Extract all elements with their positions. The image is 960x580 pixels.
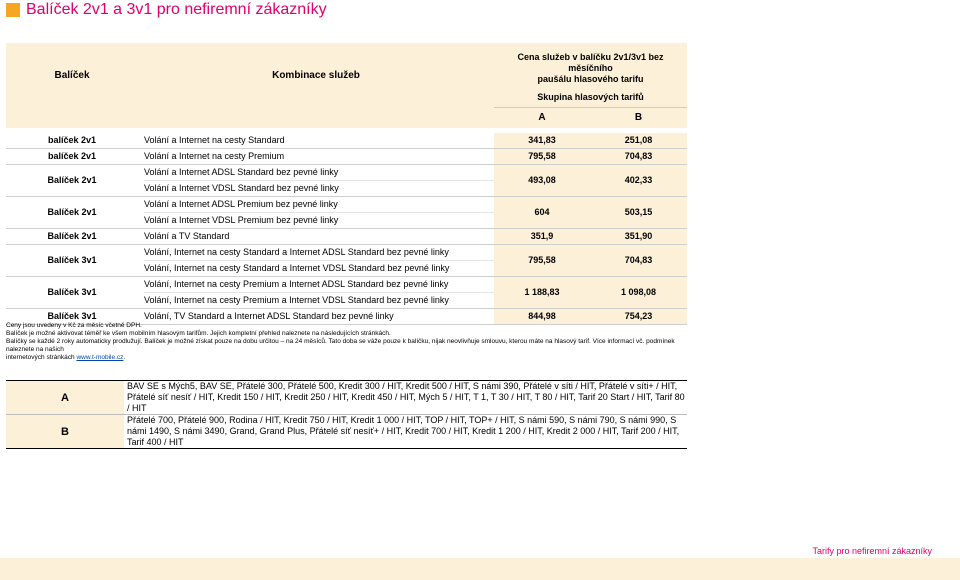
- combination-line: Volání, Internet na cesty Premium a Internet VDSL Standard bez pevné linky: [144, 292, 494, 308]
- page-title-bar: [6, 0, 327, 20]
- package-cell: balíček 2v1: [6, 148, 138, 164]
- group-row-a: [6, 381, 687, 415]
- note-line: Balíčky se každé 2 roky automaticky prodlužují. Balíček je možné získat pouze na dobu určitou – na 24 měsíců. Tato doba se váže pouze k balíčku, nijak neovlivňuje smlouvu, kterou máte na hlasový tarif. Více informací vč. podmínek naleznete na našich: [6, 338, 675, 353]
- combination-line: Volání, Internet na cesty Standard a Internet VDSL Standard bez pevné linky: [144, 260, 494, 276]
- price-b-cell: 704,83: [590, 244, 687, 276]
- combination-cell: [138, 228, 494, 244]
- title-square-icon: [6, 3, 20, 17]
- price-a-cell: 795,58: [494, 244, 590, 276]
- footer-bar: [0, 558, 960, 580]
- package-cell: Balíček 2v1: [6, 196, 138, 228]
- table-row: [6, 133, 687, 149]
- table-row: [6, 228, 687, 244]
- combination-line: Volání, Internet na cesty Premium a Internet ADSL Standard bez pevné linky: [144, 278, 449, 289]
- combination-cell: [138, 164, 494, 196]
- table-row: [6, 164, 687, 196]
- group-a-label: A: [6, 381, 124, 415]
- price-a-cell: 341,83: [494, 133, 590, 149]
- package-cell: Balíček 3v1: [6, 276, 138, 308]
- header-price: [494, 43, 687, 87]
- package-cell: Balíček 2v1: [6, 228, 138, 244]
- combination-line: Volání, TV Standard a Internet ADSL Standard bez pevné linky: [144, 310, 394, 321]
- header-group: Skupina hlasových tarifů: [494, 87, 687, 108]
- combination-cell: [138, 196, 494, 228]
- header-col-a: A: [538, 112, 546, 124]
- note-line: internetových stránkách www.t-mobile.cz.: [6, 354, 126, 361]
- header-row-3: [6, 108, 687, 128]
- combination-line: Volání a Internet ADSL Standard bez pevné linky: [144, 166, 339, 177]
- combination-cell: [138, 244, 494, 276]
- footer-caption: Tarify pro nefiremní zákazníky: [812, 546, 932, 556]
- combination-cell: [138, 133, 494, 149]
- website-link[interactable]: www.t-mobile.cz: [76, 354, 124, 361]
- notes: [6, 322, 696, 362]
- group-row-b: [6, 415, 687, 449]
- price-b-cell: 402,33: [590, 164, 687, 196]
- table-row: [6, 196, 687, 228]
- price-a-cell: 844,98: [494, 308, 590, 324]
- header-price-line1: Cena služeb v balíčku 2v1/3v1 bez měsíčního: [517, 51, 664, 73]
- price-b-cell: 251,08: [590, 133, 687, 149]
- price-table: [6, 43, 687, 325]
- combination-line: Volání a Internet ADSL Premium bez pevné linky: [144, 198, 338, 209]
- price-a-cell: 493,08: [494, 164, 590, 196]
- package-cell: Balíček 3v1: [6, 308, 138, 324]
- package-cell: Balíček 2v1: [6, 164, 138, 196]
- header-package: Balíček: [54, 69, 90, 81]
- table-row: [6, 148, 687, 164]
- table-row: [6, 244, 687, 276]
- price-b-cell: 754,23: [590, 308, 687, 324]
- page-title: Balíček 2v1 a 3v1 pro nefiremní zákazníky: [26, 1, 327, 18]
- price-a-cell: 604: [494, 196, 590, 228]
- table-body: [6, 128, 687, 325]
- table-row: [6, 276, 687, 308]
- note-line: Balíček je možné aktivovat téměř ke všem mobilním hlasovým tarifům. Jejich kompletní přehled naleznete na následujících stránkách.: [6, 330, 391, 337]
- header-price-line2: paušálu hlasového tarifu: [537, 73, 644, 84]
- price-a-cell: 1 188,83: [494, 276, 590, 308]
- combination-cell: [138, 148, 494, 164]
- combination-line: Volání a Internet na cesty Premium: [144, 150, 285, 161]
- package-cell: balíček 2v1: [6, 133, 138, 149]
- header-combination: Kombinace služeb: [272, 69, 360, 81]
- price-a-cell: 795,58: [494, 148, 590, 164]
- group-b-text: Přátelé 700, Přátelé 900, Rodina / HIT, Kredit 750 / HIT, Kredit 1 000 / HIT, TOP / HIT, TOP+ / HIT, S námi 590, S námi 790, S námi 990, S námi 1490, S námi 3490, Grand, Grand Plus, Přátelé síť nesíť+ / HIT, Kredit 700 / HIT, Kredit 1 200 / HIT, Kredit 2 000 / HIT, Tarif 200 / HIT, Tarif 400 / HIT: [124, 415, 687, 449]
- tariff-groups-table: [6, 380, 687, 449]
- combination-cell: [138, 276, 494, 308]
- price-a-cell: 351,9: [494, 228, 590, 244]
- group-b-label: B: [6, 415, 124, 449]
- group-a-text: BAV SE s Mých5, BAV SE, Přátelé 300, Přátelé 500, Kredit 300 / HIT, Kredit 500 / HIT, S námi 390, Přátelé v síti / HIT, Přátelé v síti+ / HIT, Přátelé síť nesíť / HIT, Kredit 150 / HIT, Kredit 250 / HIT, Kredit 450 / HIT, Mých 5 / HIT, T 1, T 30 / HIT, T 80 / HIT, Tarif 20 Start / HIT, Tarif 80 / HIT: [124, 381, 687, 415]
- header-row-1: [6, 43, 687, 87]
- price-b-cell: 351,90: [590, 228, 687, 244]
- package-cell: Balíček 3v1: [6, 244, 138, 276]
- price-b-cell: 704,83: [590, 148, 687, 164]
- combination-line: Volání a Internet VDSL Standard bez pevné linky: [144, 180, 494, 196]
- price-b-cell: 503,15: [590, 196, 687, 228]
- price-b-cell: 1 098,08: [590, 276, 687, 308]
- combination-line: Volání a Internet na cesty Standard: [144, 134, 285, 145]
- combination-line: Volání a Internet VDSL Premium bez pevné linky: [144, 212, 494, 228]
- combination-line: Volání a TV Standard: [144, 230, 230, 241]
- combination-line: Volání, Internet na cesty Standard a Internet ADSL Standard bez pevné linky: [144, 246, 449, 257]
- note-line: Ceny jsou uvedeny v Kč za měsíc včetně DPH.: [6, 322, 142, 329]
- header-col-b: B: [634, 112, 643, 124]
